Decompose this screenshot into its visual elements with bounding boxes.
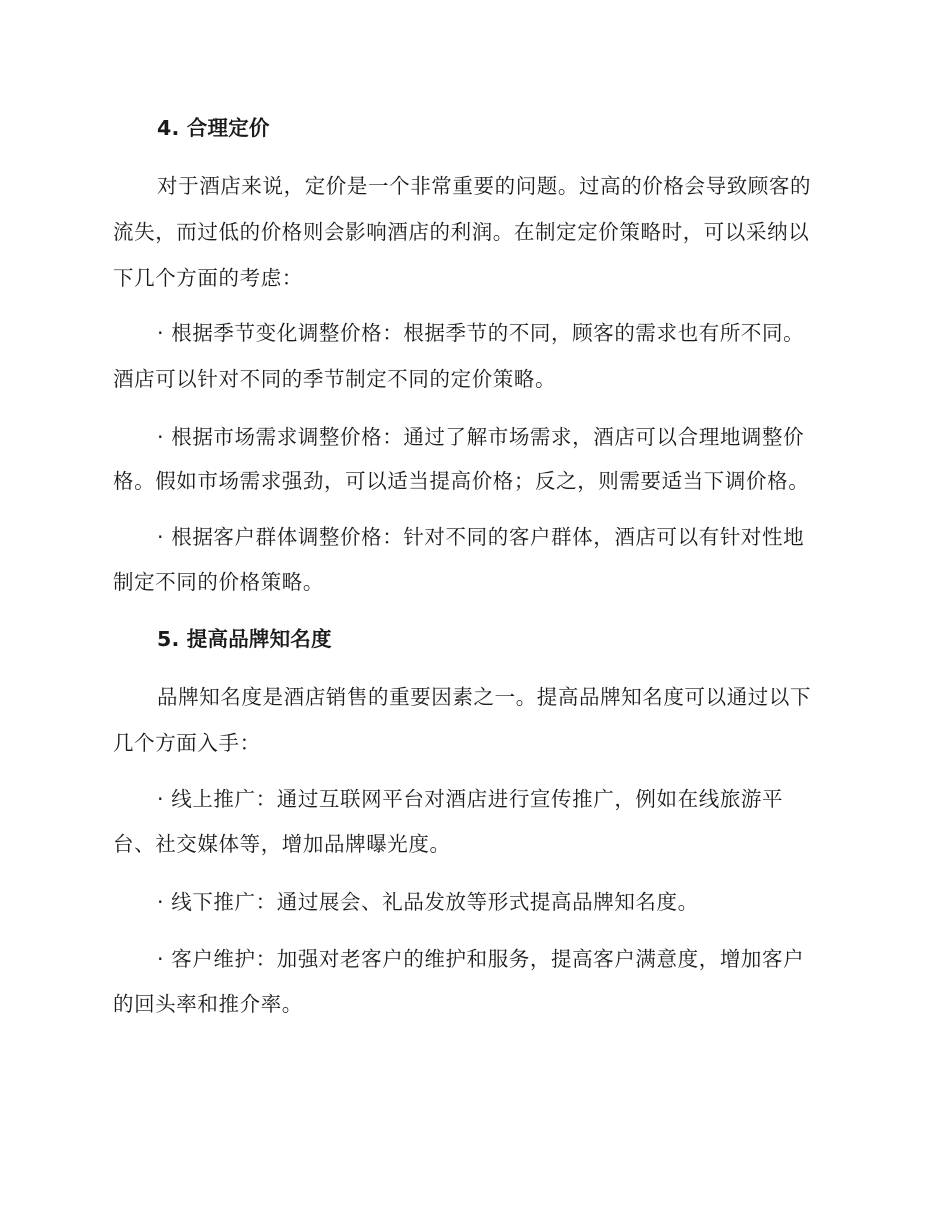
- bullet-market-line-2: 格。假如市场需求强劲，可以适当提高价格；反之，则需要适当下调价格。: [113, 469, 810, 493]
- bullet-retention-line-2: 的回头率和推介率。: [113, 992, 303, 1016]
- bullet-retention-line-1: · 客户维护：加强对老客户的维护和服务，提高客户满意度，增加客户: [157, 947, 805, 971]
- paragraph-intro-5-line-2: 几个方面入手：: [113, 731, 261, 755]
- section-heading-4: 4. 合理定价: [157, 116, 270, 140]
- bullet-market-line-1: · 根据市场需求调整价格：通过了解市场需求，酒店可以合理地调整价: [157, 425, 805, 449]
- paragraph-intro-4-line-1: 对于酒店来说，定价是一个非常重要的问题。过高的价格会导致顾客的: [157, 174, 812, 198]
- bullet-customer-group-line-2: 制定不同的价格策略。: [113, 570, 324, 594]
- bullet-online-line-1: · 线上推广：通过互联网平台对酒店进行宣传推广，例如在线旅游平: [157, 787, 784, 811]
- section-heading-5: 5. 提高品牌知名度: [157, 627, 332, 651]
- paragraph-intro-5-line-1: 品牌知名度是酒店销售的重要因素之一。提高品牌知名度可以通过以下: [157, 685, 812, 709]
- paragraph-intro-4-line-2: 流失，而过低的价格则会影响酒店的利润。在制定定价策略时，可以采纳以: [113, 220, 810, 244]
- bullet-customer-group-line-1: · 根据客户群体调整价格：针对不同的客户群体，酒店可以有针对性地: [157, 525, 805, 549]
- bullet-online-line-2: 台、社交媒体等，增加品牌曝光度。: [113, 832, 451, 856]
- bullet-season-line-1: · 根据季节变化调整价格：根据季节的不同，顾客的需求也有所不同。: [157, 321, 805, 345]
- bullet-season-line-2: 酒店可以针对不同的季节制定不同的定价策略。: [113, 367, 557, 391]
- bullet-offline-line-1: · 线下推广：通过展会、礼品发放等形式提高品牌知名度。: [157, 890, 699, 914]
- paragraph-intro-4-line-3: 下几个方面的考虑：: [113, 266, 303, 290]
